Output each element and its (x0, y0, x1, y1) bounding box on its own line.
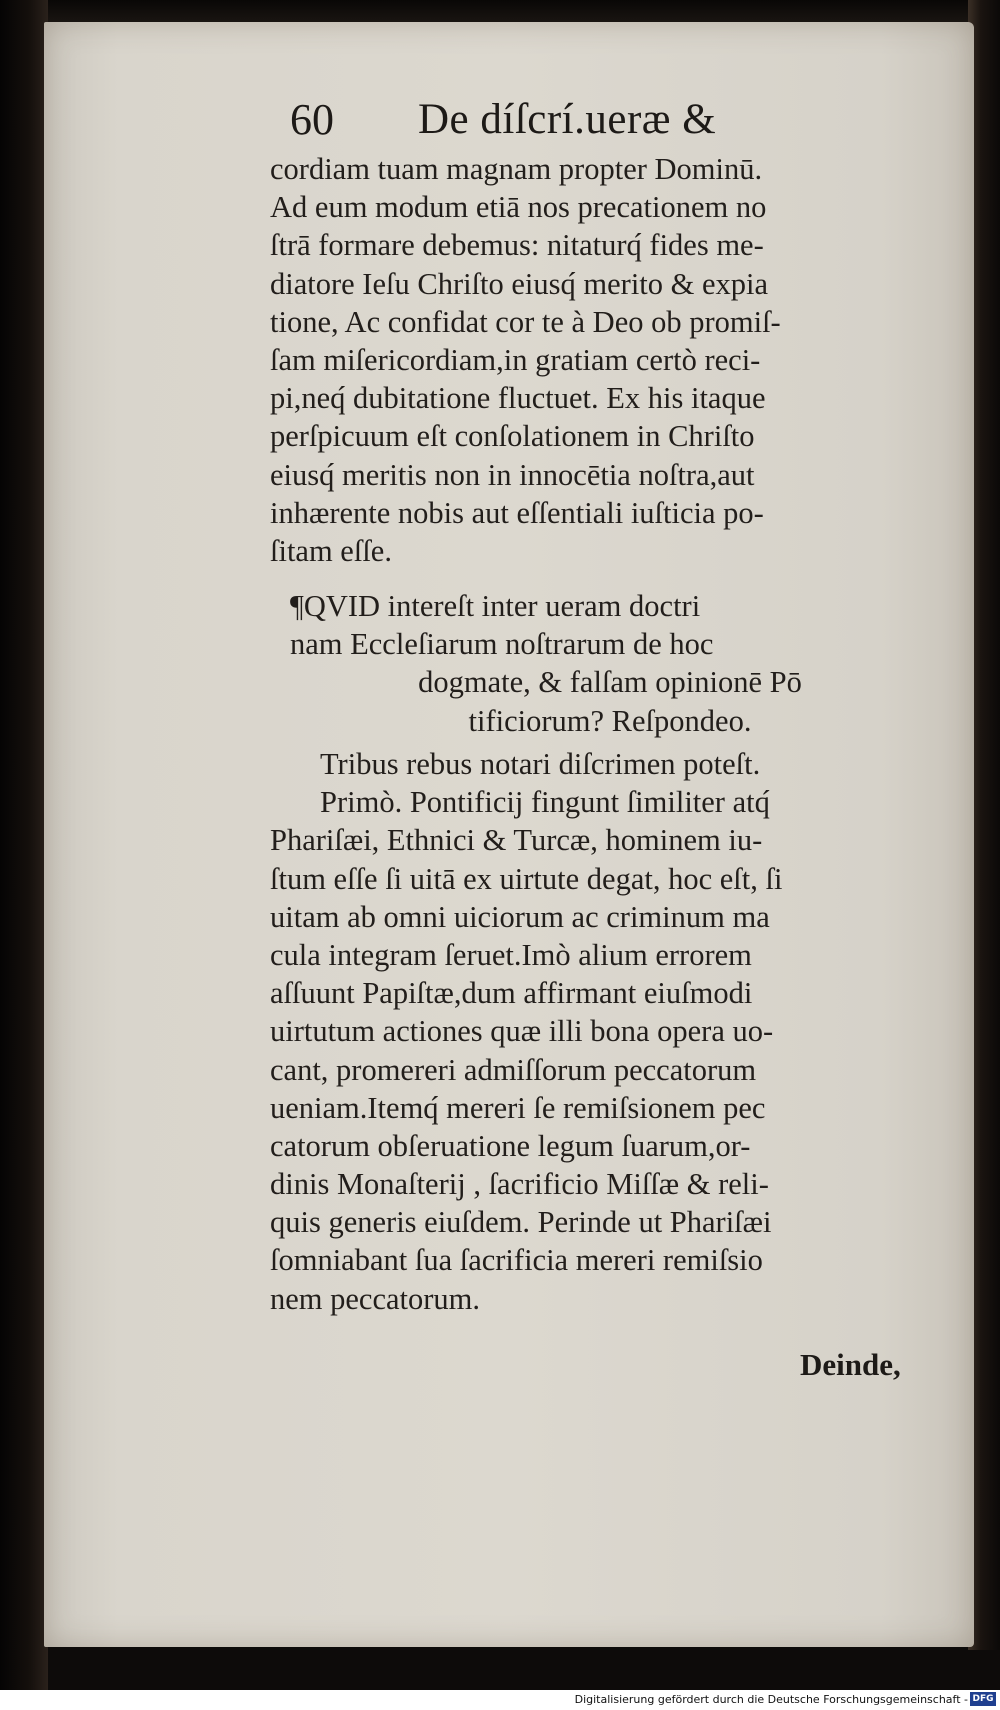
paragraph-continuation (270, 150, 940, 570)
question-heading (290, 587, 930, 740)
text-line: tione, Ac confidat cor te à Deo ob promiſ- (270, 304, 781, 339)
scan-left-edge (0, 0, 48, 1710)
running-title: De díſcrí.ueræ & (418, 96, 717, 143)
page-header (290, 92, 890, 152)
text-line: nem peccatorum. (270, 1281, 481, 1316)
question-line: dogmate, & falſam opinionē Pō (418, 665, 802, 700)
text-line: quis generis eiuſdem. Perinde ut Phariſæi (270, 1205, 772, 1240)
text-line: Primò. Pontificij fingunt ſimiliter atq́ (320, 785, 770, 820)
text-line: perſpicuum eſt conſolationem in Chriſto (270, 419, 755, 454)
text-line: aſſuunt Papiſtæ,dum affirmant eiuſmodi (270, 976, 753, 1011)
page-number: 60 (290, 95, 334, 144)
text-line: eiusq́ meritis non in innocētia noſtra,aut (270, 457, 755, 492)
catchword: Deinde, (800, 1347, 901, 1382)
text-line: cant, promereri admiſſorum peccatorum (270, 1052, 757, 1087)
answer-paragraph (270, 745, 940, 1318)
text-line: ſitam eſſe. (270, 533, 392, 568)
text-line: Tribus rebus notari diſcrimen poteſt. (320, 747, 761, 781)
dfg-logo: DFG (970, 1692, 996, 1706)
text-line: ueniam.Itemq́ mereri ſe remiſsionem pec (270, 1090, 766, 1125)
text-line: ſam miſericordiam,in gratiam certò reci- (270, 342, 761, 377)
text-line: catorum obſeruatione legum ſuarum,or- (270, 1128, 751, 1163)
text-line: Phariſæi, Ethnici & Turcæ, hominem iu- (270, 823, 763, 858)
text-line: inhærente nobis aut eſſentiali iuſticia po- (270, 495, 764, 530)
text-line: ſtum eſſe ſi uitā ex uirtute degat, hoc eſt, ſi (270, 861, 783, 896)
text-line: pi,neq́ dubitatione fluctuet. Ex his itaque (270, 381, 766, 416)
text-line: Ad eum modum etiā nos precationem no (270, 190, 767, 225)
text-line: uitam ab omni uiciorum ac criminum ma (270, 899, 770, 934)
funding-credit: Digitalisierung gefördert durch die Deutsche Forschungsgemeinschaft - (574, 1693, 968, 1706)
question-line: ¶QVID intereſt inter ueram doctri (290, 589, 701, 623)
text-line: cula integram ſeruet.Imò alium errorem (270, 937, 752, 972)
question-line: nam Eccleſiarum noſtrarum de hoc (290, 627, 714, 662)
text-line: dinis Monaſterij , ſacrificio Miſſæ & reli- (270, 1167, 769, 1202)
question-line: tificiorum? Reſpondeo. (468, 703, 752, 738)
text-line: ſomniabant ſua ſacrificia mereri remiſsio (270, 1243, 763, 1278)
text-line: uirtutum actiones quæ illi bona opera uo- (270, 1014, 774, 1049)
text-line: cordiam tuam magnam propter Dominū. (270, 152, 763, 186)
text-line: ſtrā formare debemus: nitaturq́ fides me- (270, 228, 764, 263)
text-line: diatore Ieſu Chriſto eiusq́ merito & expia (270, 266, 769, 301)
